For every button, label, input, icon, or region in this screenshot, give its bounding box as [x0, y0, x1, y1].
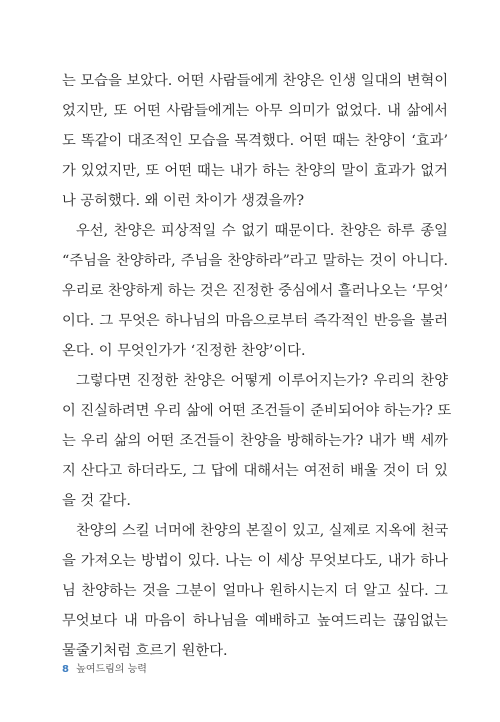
body-text: [62, 66, 452, 666]
paragraph-3: [62, 366, 452, 516]
text-line: 는 우리 삶의 어떤 조건들이 찬양을 방해하는가? 내가 백 세까: [62, 433, 448, 449]
text-line: 을 가져오는 방법이 있다. 나는 이 세상 무엇보다도, 내가 하나: [62, 553, 448, 569]
page-number: 8: [62, 664, 69, 675]
text-line: 도 똑같이 대조적인 모습을 목격했다. 어떤 때는 찬양이 ‘효과’: [62, 133, 448, 149]
text-line: 물줄기처럼 흐르기 원한다.: [62, 643, 228, 659]
text-line: 이다. 그 무엇은 하나님의 마음으로부터 즉각적인 반응을 불러: [62, 313, 448, 329]
text-line: 지 산다고 하더라도, 그 답에 대해서는 여전히 배울 것이 더 있: [62, 463, 448, 479]
page-footer: [62, 660, 147, 675]
text-line: 나 공허했다. 왜 이런 차이가 생겼을까?: [62, 193, 305, 209]
text-line: 었지만, 또 어떤 사람들에게는 아무 의미가 없었다. 내 삶에서: [62, 103, 448, 119]
text-line: 을 것 같다.: [62, 493, 131, 509]
text-line: 가 있었지만, 또 어떤 때는 내가 하는 찬양의 말이 효과가 없거: [62, 163, 448, 179]
paragraph-2: [62, 216, 448, 366]
text-line: 그렇다면 진정한 찬양은 어떻게 이루어지는가? 우리의 찬양: [76, 373, 448, 389]
text-line: 님 찬양하는 것을 그분이 얼마나 원하시는지 더 알고 싶다. 그: [62, 583, 448, 599]
text-line: 우선, 찬양은 피상적일 수 없기 때문이다. 찬양은 하루 종일: [76, 223, 448, 239]
running-title: 높여드림의 능력: [76, 664, 147, 675]
text-line: 무엇보다 내 마음이 하나님을 예배하고 높여드리는 끊임없는: [62, 613, 448, 629]
paragraph-4: [62, 516, 448, 666]
text-line: “주님을 찬양하라, 주님을 찬양하라”라고 말하는 것이 아니다.: [62, 253, 448, 269]
text-line: 는 모습을 보았다. 어떤 사람들에게 찬양은 인생 일대의 변혁이: [62, 73, 449, 89]
text-line: 이 진실하려면 우리 삶에 어떤 조건들이 준비되어야 하는가? 또: [62, 403, 452, 419]
text-line: 우리로 찬양하게 하는 것은 진정한 중심에서 흘러나오는 ‘무엇’: [62, 283, 449, 299]
paragraph-1: [62, 66, 448, 216]
text-line: 온다. 이 무엇인가가 ‘진정한 찬양’이다.: [62, 343, 306, 359]
text-line: 찬양의 스킬 너머에 찬양의 본질이 있고, 실제로 지옥에 천국: [76, 523, 449, 539]
